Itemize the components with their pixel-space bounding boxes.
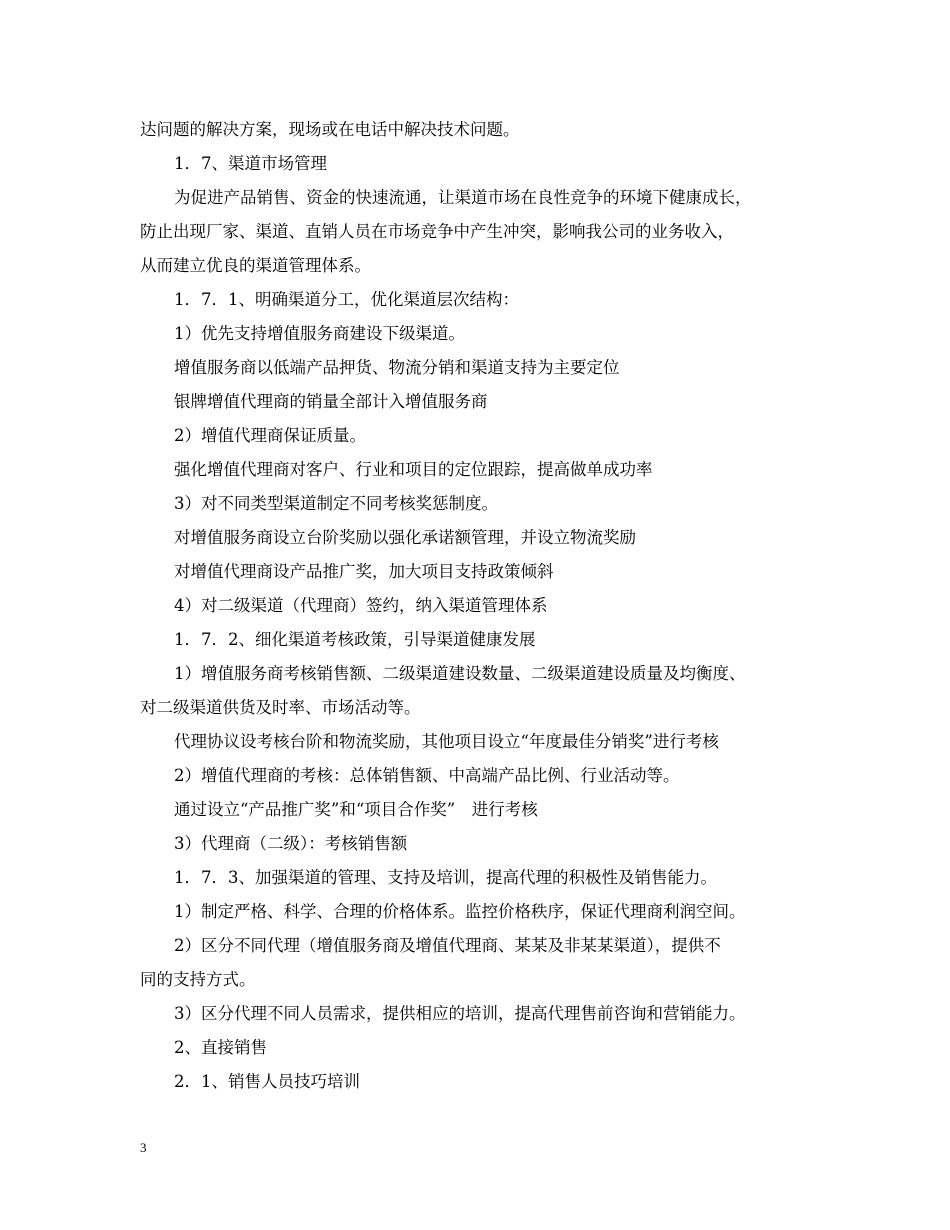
text-line: 强化增值代理商对客户、行业和项目的定位跟踪，提高做单成功率 bbox=[174, 460, 653, 479]
text-line: 对增值代理商设产品推广奖，加大项目支持政策倾斜 bbox=[174, 562, 554, 581]
list-item: 1）制定严格、科学、合理的价格体系。监控价格秩序，保证代理商利润空间。 bbox=[174, 902, 746, 921]
list-item: 4）对二级渠道（代理商）签约，纳入渠道管理体系 bbox=[174, 596, 548, 615]
list-item: 1）增值服务商考核销售额、二级渠道建设数量、二级渠道建设质量及均衡度、 bbox=[174, 664, 746, 683]
list-item: 1）优先支持增值服务商建设下级渠道。 bbox=[174, 324, 465, 343]
list-item: 2）增值代理商的考核：总体销售额、中高端产品比例、行业活动等。 bbox=[174, 766, 680, 785]
text-line: 对增值服务商设立台阶奖励以强化承诺额管理，并设立物流奖励 bbox=[174, 528, 636, 547]
list-item: 2）增值代理商保证质量。 bbox=[174, 426, 366, 445]
text-line: 防止出现厂家、渠道、直销人员在市场竞争中产生冲突，影响我公司的业务收入， bbox=[140, 222, 734, 241]
list-item: 3）区分代理不同人员需求，提供相应的培训，提高代理售前咨询和营销能力。 bbox=[174, 1004, 746, 1023]
list-item: 3）对不同类型渠道制定不同考核奖惩制度。 bbox=[174, 494, 498, 513]
text-line: 从而建立优良的渠道管理体系。 bbox=[140, 256, 371, 275]
section-heading: 1．7．1、明确渠道分工，优化渠道层次结构： bbox=[174, 290, 519, 309]
section-heading: 1．7、渠道市场管理 bbox=[174, 154, 327, 173]
text-line: 对二级渠道供货及时率、市场活动等。 bbox=[140, 698, 421, 717]
text-line: 代理协议设考核台阶和物流奖励，其他项目设立“年度最佳分销奖”进行考核 bbox=[174, 732, 719, 751]
text-line: 为促进产品销售、资金的快速流通，让渠道市场在良性竞争的环境下健康成长， bbox=[174, 188, 752, 207]
text-line: 增值服务商以低端产品押货、物流分销和渠道支持为主要定位 bbox=[174, 358, 620, 377]
text-line: 银牌增值代理商的销量全部计入增值服务商 bbox=[174, 392, 488, 411]
list-item: 2）区分不同代理（增值服务商及增值代理商、某某及非某某渠道），提供不 bbox=[174, 936, 721, 955]
section-heading: 1．7．2、细化渠道考核政策，引导渠道健康发展 bbox=[174, 630, 536, 649]
section-heading: 2．1、销售人员技巧培训 bbox=[174, 1072, 360, 1091]
text-line: 达问题的解决方案，现场或在电话中解决技术问题。 bbox=[140, 120, 520, 139]
section-heading: 1．7．3、加强渠道的管理、支持及培训，提高代理的积极性及销售能力。 bbox=[174, 868, 717, 887]
text-line: 通过设立“产品推广奖”和“项目合作奖” 进行考核 bbox=[174, 800, 538, 819]
section-heading: 2、直接销售 bbox=[174, 1038, 267, 1057]
text-line: 同的支持方式。 bbox=[140, 970, 256, 989]
list-item: 3）代理商（二级）：考核销售额 bbox=[174, 834, 408, 853]
page-number: 3 bbox=[140, 1140, 147, 1155]
